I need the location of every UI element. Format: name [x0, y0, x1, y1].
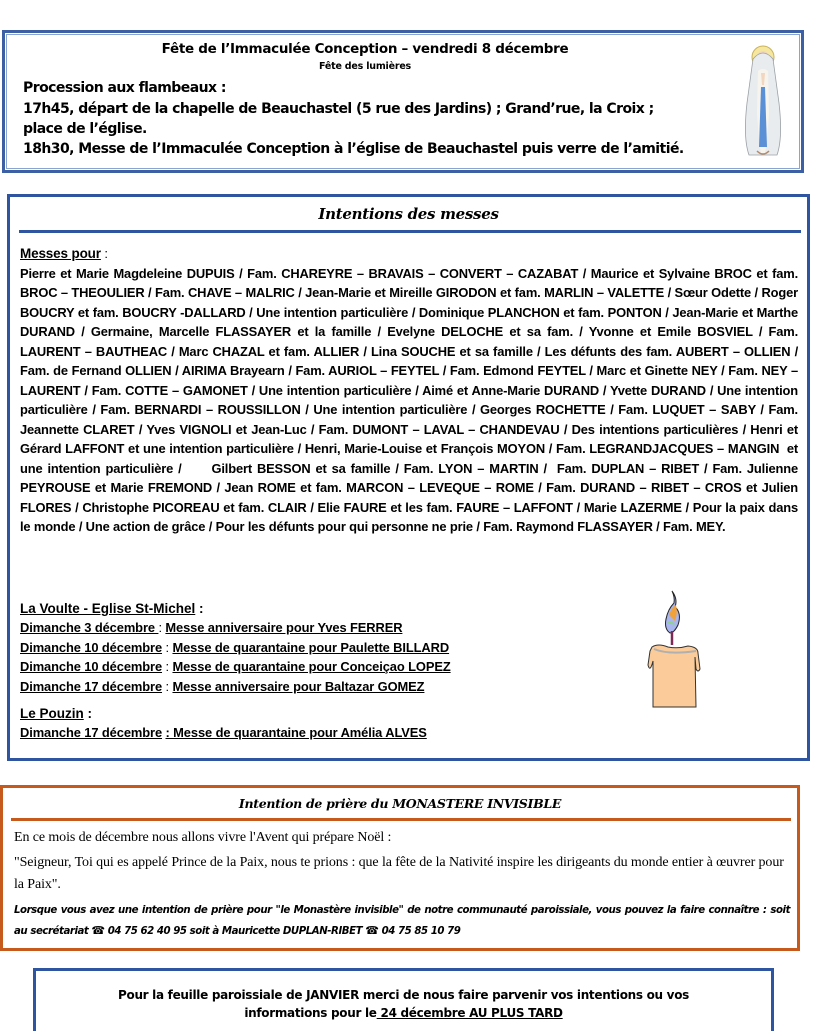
row-text: Messe anniversaire pour Yves FERRER	[165, 620, 403, 635]
row-text: : Messe de quarantaine pour Amélia ALVES	[165, 725, 427, 740]
row-date: Dimanche 10 décembre	[20, 639, 163, 655]
procession-label: Procession aux flambeaux :	[23, 80, 226, 96]
la-voulte-colon: :	[195, 601, 204, 616]
procession-line-2: place de l’église.	[23, 121, 147, 137]
row-date: Dimanche 3 décembre	[20, 620, 159, 635]
notice-box	[33, 968, 774, 1031]
row-sep: :	[162, 639, 173, 655]
telephone-icon: ☎	[365, 924, 379, 937]
contact-text-a: Lorsque vous avez une intention de prière pour "le Monastère invisible" de notre communauté paroissiale, vous pouvez la faire connaître : soit au secrétariat	[14, 905, 790, 937]
messes-pour-colon: :	[100, 246, 108, 261]
messes-pour-text: Pierre et Marie Magdeleine DUPUIS / Fam. CHAREYRE – BRAVAIS – CONVERT – CAZABAT / Maurice et Sylvaine BROC et fam. BROC – THEOULIER / Fam. CHAVE – MALRIC / Jean-Marie et Mireille GIRODON et fam. MARLIN – VALETTE / Sœur Odette / Roger BOUCRY et fam. BOUCRY -DALLARD / Une intention particulière / Dominique PLANCHON et fam. PONTON / Jean-Marie et Marthe DURAND / Germaine, Marcelle FLASSAYER et la famille / Evelyne DELOCHE et sa fam. / Yvonne et Emile BOSVIEL / Fam. LAURENT – BAUTHEAC / Marc CHAZAL et fam. ALLIER / Lina SOUCHE et sa famille / Les défunts des fam. AUBERT – OLLIEN / Fam. de Fernand OLLIEN / AIRIMA Brayearn / Fam. AURIOL – FEYTEL / Fam. Edmond FEYTEL / Marc et Ginette NEY / Fam. NEY – LAURENT / Fam. COTTE – GAMONET / Une intention particulière / Aimé et Anne-Marie DURAND / Yvette DURAND / Une intention particulière / Fam. BERNARDI – ROUSSILLON / Une intention particulière / Georges ROCHETTE / Fam. LUQUET – SABY / Fam. Jeannette CLARET / Yves VIGNOLI et Jean-Luc / Fam. DUMONT – LAVAL – CHANDEVAU / Des intentions particulières / Henri et Gérard LAFFONT et une intention particulière / Henri, Marie-Louise et François MOYON / Fam. LEGRANDJACQUES – MANGIN et une intention particulière / Gilbert BESSON et sa famille / Fam. LYON – MARTIN / Fam. DUPLAN – RIBET / Fam. Julienne PEYROUSE et Marie FREMOND / Jean ROME et fam. MARCON – LEVEQUE – ROME / Fam. DURAND – RIBET – CROS et Julien FLORES / Christophe PICOREAU et fam. CLAIR / Elie FAURE et les fam. FAURE – LAFFONT / Marie LAZERME / Pour la paix dans le monde / Une action de grâce / Pour les défunts pour qui personne ne prie / Fam. Raymond FLASSAYER / Fam. MEY.	[20, 265, 802, 534]
advent-intro: En ce mois de décembre nous allons vivre l'Avent qui prépare Noël :	[14, 830, 392, 845]
monastere-header: Intention de prière du MONASTERE INVISIBLE	[238, 796, 562, 811]
prayer-text: "Seigneur, Toi qui es appelé Prince de la Paix, nous te prions : que la fête de la Nativité inspire les dirigeants du monde entier à œuvrer pour la Paix".	[14, 855, 784, 892]
row-date: Dimanche 17 décembre	[20, 678, 163, 694]
phone-secretariat[interactable]: 04 75 62 40 95	[104, 926, 187, 937]
contact-text	[14, 901, 790, 942]
list-item	[20, 677, 451, 697]
notice-line-2	[36, 1006, 771, 1020]
madonna-image	[739, 43, 787, 161]
le-pouzin-title: Le Pouzin	[20, 706, 84, 721]
list-item	[20, 723, 427, 743]
row-sep: :	[158, 620, 166, 635]
feast-title: Fête de l’Immaculée Conception – vendredi 8 décembre	[161, 41, 569, 57]
row-text: Messe de quarantaine pour Paulette BILLARD	[172, 639, 450, 655]
list-item	[20, 618, 451, 638]
telephone-icon: ☎	[91, 924, 105, 937]
row-date: Dimanche 10 décembre	[20, 659, 163, 674]
list-item	[20, 638, 451, 658]
row-text: Messe de quarantaine pour Conceiçao LOPEZ	[172, 659, 451, 674]
feast-box	[2, 30, 804, 173]
row-sep: :	[162, 659, 173, 674]
feast-subtitle: Fête des lumières	[318, 61, 412, 72]
row-text: Messe anniversaire pour Baltazar GOMEZ	[172, 678, 425, 694]
messes-pour-label: Messes pour	[20, 246, 101, 261]
header-divider	[19, 230, 801, 233]
header-divider	[11, 818, 791, 821]
contact-text-b: soit à Mauricette DUPLAN-RIBET	[186, 926, 366, 937]
le-pouzin-section	[20, 706, 427, 743]
le-pouzin-colon: :	[83, 706, 92, 721]
deadline: 24 décembre AU PLUS TARD	[376, 1006, 563, 1020]
intentions-header: Intentions des messes	[318, 205, 499, 223]
messes-pour-paragraph	[20, 244, 802, 537]
candle-image	[638, 589, 708, 709]
la-voulte-title: La Voulte - Eglise St-Michel	[20, 601, 196, 616]
procession-line-1: 17h45, départ de la chapelle de Beauchastel (5 rue des Jardins) ; Grand’rue, la Croix ;	[23, 101, 654, 117]
phone-mauricette[interactable]: 04 75 85 10 79	[378, 926, 461, 937]
procession-line-3: 18h30, Messe de l’Immaculée Conception à l’église de Beauchastel puis verre de l’amitié.	[23, 141, 684, 157]
monastere-box	[0, 785, 800, 951]
list-item	[20, 657, 451, 677]
notice-line-2-a: informations pour le	[244, 1006, 377, 1020]
row-sep: :	[162, 678, 173, 694]
notice-line-1: Pour la feuille paroissiale de JANVIER merci de nous faire parvenir vos intentions ou vos	[118, 988, 689, 1002]
row-date: Dimanche 17 décembre	[20, 725, 163, 740]
intentions-box	[7, 194, 810, 761]
la-voulte-section	[20, 601, 451, 696]
